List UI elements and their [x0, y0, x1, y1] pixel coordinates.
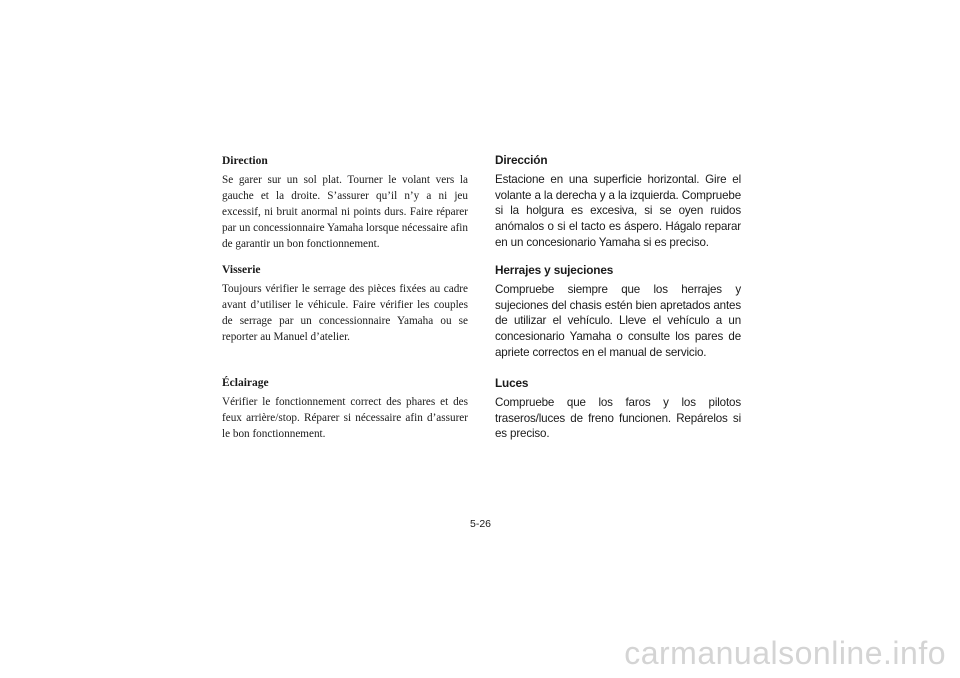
section-body: Estacione en una superficie horizontal. Gire el volante a la derecha y a la izquierda. Compruebe si la holgura es excesiva, si se oyen ruidos anómalos o si el tacto es áspero. Hágalo reparar en un concesionario Yamaha si es preciso. — [495, 172, 741, 249]
section-direccion — [495, 153, 741, 251]
section-heading: Visserie — [222, 264, 261, 276]
section-heading: Dirección — [495, 153, 548, 167]
section-luces — [495, 376, 741, 442]
section-body: Compruebe siempre que los herrajes y sujeciones del chasis estén bien apretados antes de utilizar el vehículo. Lleve el vehículo a un concesionario Yamaha o consulte los pares de apriete correctos en el manual de servicio. — [495, 282, 741, 359]
section-body: Toujours vérifier le serrage des pièces fixées au cadre avant d’utiliser le véhicule. Faire vérifier les couples de serrage par un concessionnaire Yamaha ou se reporter au Manuel d’atelier. — [222, 283, 468, 343]
section-heading: Herrajes y sujeciones — [495, 263, 614, 277]
page-number: 5-26 — [470, 518, 492, 530]
section-herrajes — [495, 263, 741, 361]
section-body: Compruebe que los faros y los pilotos traseros/luces de freno funcionen. Repárelos si es preciso. — [495, 395, 741, 441]
section-heading: Luces — [495, 376, 529, 390]
section-eclairage — [222, 375, 468, 442]
section-heading: Direction — [222, 155, 268, 167]
section-heading: Éclairage — [222, 377, 269, 389]
section-body: Se garer sur un sol plat. Tourner le volant vers la gauche et la droite. S’assurer qu’il n’y a ni jeu excessif, ni bruit anormal ni points durs. Faire réparer par un concessionnaire Yamaha lorsque nécessaire afin de garantir un bon fonctionnement. — [222, 174, 468, 250]
watermark: carmanualsonline.info — [624, 635, 946, 671]
section-body: Vérifier le fonctionnement correct des phares et des feux arrière/stop. Réparer si nécessaire afin d’assurer le bon fonctionnement. — [222, 396, 468, 440]
section-direction — [222, 153, 468, 252]
section-visserie — [222, 262, 468, 345]
